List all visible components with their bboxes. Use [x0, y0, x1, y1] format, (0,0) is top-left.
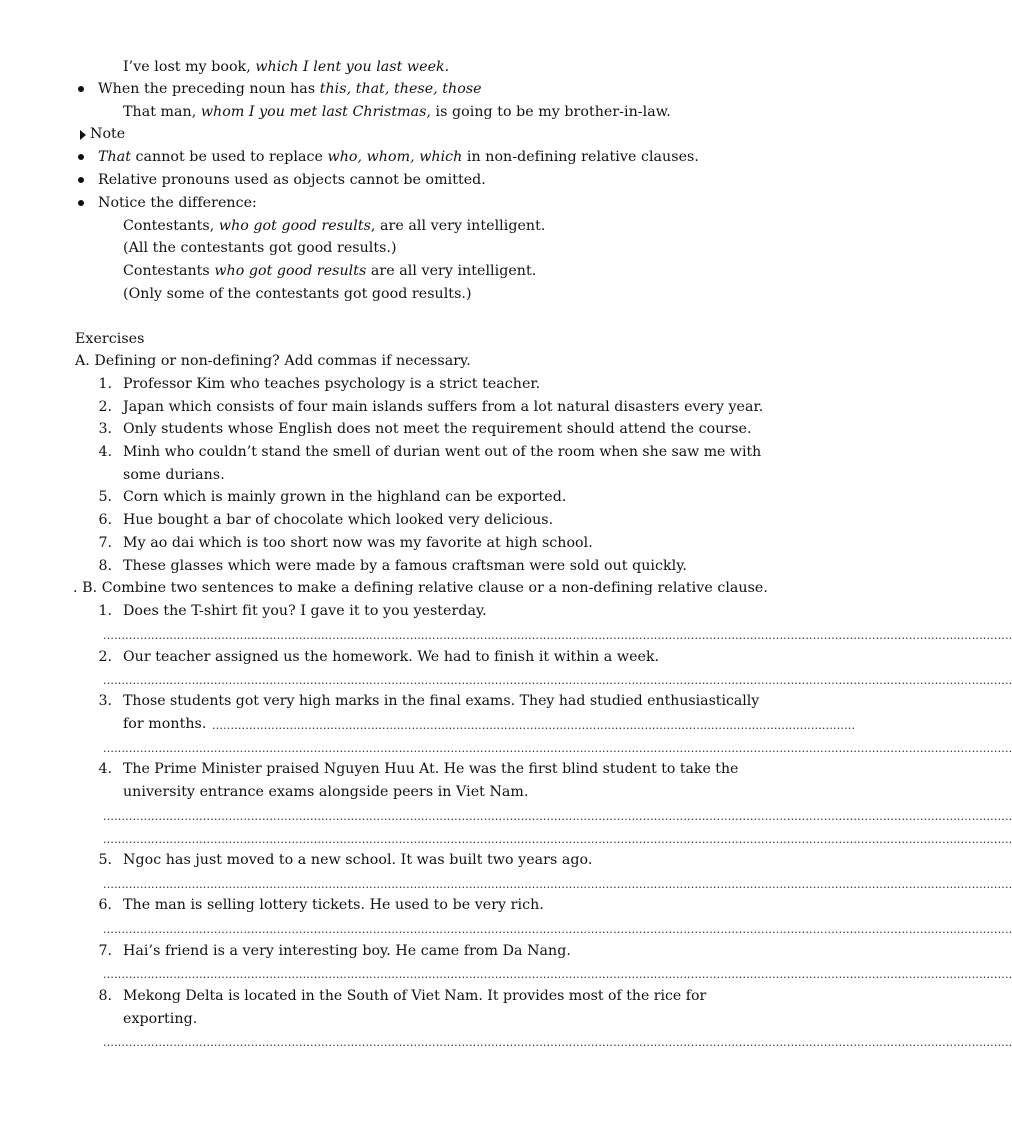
note-text-end: in non-defining relative clauses.: [462, 149, 699, 165]
difference-note-1: (All the contestants got good results.): [123, 240, 397, 256]
part-a-item-4-continued: some durians.: [123, 467, 225, 483]
item-number: 7.: [98, 943, 112, 959]
bullet-preceding-noun: [98, 80, 482, 98]
bullet-dot: [78, 86, 84, 92]
part-b-item-3: Those students got very high marks in the final exams. They had studied enthusiastically: [123, 693, 760, 709]
item-number: 2.: [98, 649, 112, 665]
example-text-end: , is going to be my brother-in-law.: [426, 104, 671, 120]
item-number: 1.: [98, 603, 112, 619]
answer-line[interactable]: ......................................................................................................................................................................................................................................................: [103, 742, 1012, 755]
example-text: Contestants: [123, 263, 215, 279]
bullet-dot: [78, 177, 84, 183]
part-a-item-4: Minh who couldn’t stand the smell of durian went out of the room when she saw me with: [123, 444, 762, 460]
example-text-end: are all very intelligent.: [366, 263, 537, 279]
answer-line[interactable]: ..............................................................................................................................................................................: [212, 719, 856, 732]
note-text: cannot be used to replace: [130, 149, 328, 165]
answer-line[interactable]: ......................................................................................................................................................................................................................................................: [103, 968, 1012, 981]
answer-line[interactable]: ......................................................................................................................................................................................................................................................: [103, 923, 1012, 936]
part-a-item-3: Only students whose English does not meet the requirement should attend the course.: [123, 421, 752, 437]
note-italic: That: [98, 149, 131, 165]
difference-example-1: [123, 217, 545, 235]
part-a-title: A. Defining or non-defining? Add commas if necessary.: [75, 353, 471, 369]
part-b-item-1: Does the T-shirt fit you? I gave it to you yesterday.: [123, 603, 487, 619]
item-number: 2.: [98, 399, 112, 415]
part-b-item-3-continued: for months.: [123, 716, 207, 732]
example-italic: who got good results: [218, 218, 371, 234]
note-italic: who, whom, which: [327, 149, 463, 165]
item-number: 5.: [98, 489, 112, 505]
answer-line[interactable]: ......................................................................................................................................................................................................................................................: [103, 810, 1012, 823]
bullet-italic: this, that, these, those: [319, 81, 482, 97]
answer-line[interactable]: ......................................................................................................................................................................................................................................................: [103, 833, 1012, 846]
part-b-item-2: Our teacher assigned us the homework. We had to finish it within a week.: [123, 649, 660, 665]
answer-line[interactable]: ......................................................................................................................................................................................................................................................: [103, 674, 1012, 687]
difference-example-2: [123, 262, 536, 280]
item-number: 1.: [98, 376, 112, 392]
example-sentence-2: [123, 103, 671, 121]
bullet-dot: [78, 200, 84, 206]
item-number: 3.: [98, 421, 112, 437]
note-label: Note: [90, 126, 126, 142]
example-text-end: , are all very intelligent.: [370, 218, 546, 234]
item-number: 7.: [98, 535, 112, 551]
note-arrow-icon: [80, 130, 86, 140]
item-number: 3.: [98, 693, 112, 709]
part-b-item-7: Hai’s friend is a very interesting boy. He came from Da Nang.: [123, 943, 571, 959]
example-sentence-1: [123, 58, 449, 76]
part-a-item-2: Japan which consists of four main islands suffers from a lot natural disasters every year.: [123, 399, 764, 415]
example-italic: which I lent you last week.: [255, 59, 450, 75]
part-b-item-5: Ngoc has just moved to a new school. It was built two years ago.: [123, 852, 593, 868]
item-number: 4.: [98, 761, 112, 777]
exercises-heading: Exercises: [75, 331, 145, 347]
part-b-item-8-continued: exporting.: [123, 1011, 198, 1027]
example-italic: who got good results: [214, 263, 367, 279]
part-a-item-7: My ao dai which is too short now was my favorite at high school.: [123, 535, 593, 551]
answer-line[interactable]: ......................................................................................................................................................................................................................................................: [103, 629, 1012, 642]
note-bullet-1: [98, 148, 699, 166]
note-bullet-3: Notice the difference:: [98, 195, 257, 211]
item-number: 6.: [98, 512, 112, 528]
part-b-item-4-continued: university entrance exams alongside peers in Viet Nam.: [123, 784, 529, 800]
item-number: 5.: [98, 852, 112, 868]
part-b-item-4: The Prime Minister praised Nguyen Huu At. He was the first blind student to take the: [123, 761, 739, 777]
example-text: I’ve lost my book,: [123, 59, 256, 75]
example-text: That man,: [123, 104, 201, 120]
item-number: 8.: [98, 988, 112, 1004]
part-a-item-6: Hue bought a bar of chocolate which looked very delicious.: [123, 512, 554, 528]
part-a-item-5: Corn which is mainly grown in the highland can be exported.: [123, 489, 567, 505]
item-number: 4.: [98, 444, 112, 460]
answer-line[interactable]: ......................................................................................................................................................................................................................................................: [103, 878, 1012, 891]
bullet-text: When the preceding noun has: [98, 81, 320, 97]
item-number: 8.: [98, 558, 112, 574]
item-number: 6.: [98, 897, 112, 913]
example-text: Contestants,: [123, 218, 219, 234]
part-a-item-1: Professor Kim who teaches psychology is a strict teacher.: [123, 376, 541, 392]
answer-line[interactable]: ......................................................................................................................................................................................................................................................: [103, 1036, 1012, 1049]
example-italic: whom I you met last Christmas: [200, 104, 427, 120]
difference-note-2: (Only some of the contestants got good results.): [123, 286, 472, 302]
part-b-item-6: The man is selling lottery tickets. He used to be very rich.: [123, 897, 544, 913]
part-b-title: . B. Combine two sentences to make a defining relative clause or a non-defining relative clause.: [73, 580, 768, 596]
bullet-dot: [78, 154, 84, 160]
part-b-item-8: Mekong Delta is located in the South of Viet Nam. It provides most of the rice for: [123, 988, 707, 1004]
part-a-item-8: These glasses which were made by a famous craftsman were sold out quickly.: [123, 558, 687, 574]
note-bullet-2: Relative pronouns used as objects cannot be omitted.: [98, 172, 486, 188]
